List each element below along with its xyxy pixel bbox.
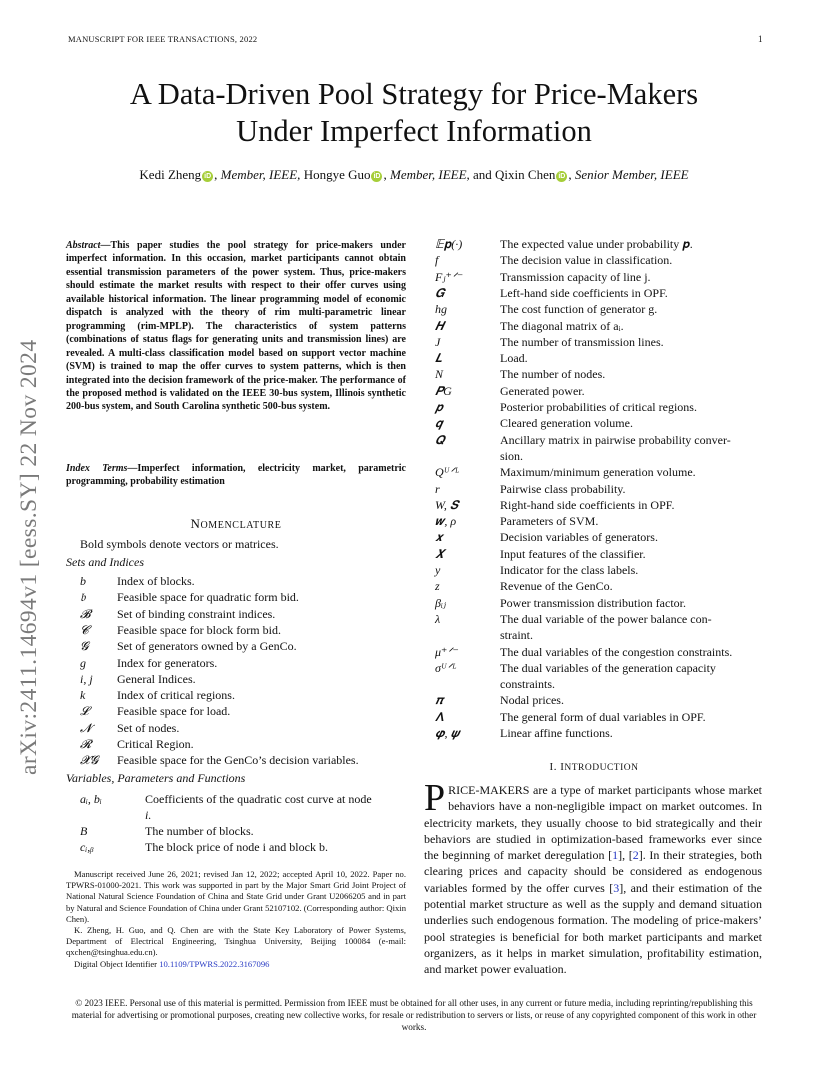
nomenclature-symbol: 𝓒 — [80, 622, 89, 637]
nomenclature-description: Set of generators owned by a GenCo. — [117, 639, 297, 654]
nomenclature-symbol: 𝚲 — [435, 709, 444, 724]
author-role: Member, IEEE, — [389, 167, 470, 182]
nomenclature-heading: NOMENCLATURE — [190, 516, 282, 531]
orcid-icon[interactable]: iD — [558, 173, 566, 180]
nomenclature-description: The dual variables of the generation capacity — [500, 660, 716, 675]
intro-text: ]. In their strategies, both clearing prices and capacity should be considered as endogenous variables formed by the offer curves [ — [424, 848, 762, 895]
nomenclature-description: The dual variable of the power balance con- — [500, 611, 712, 626]
nomenclature-description: Load. — [500, 351, 528, 366]
copyright-notice: © 2023 IEEE. Personal use of this material is permitted. Permission from IEEE must be obtained for all other uses, in any current or future media, including reprinting/republishing this material for advertising or promotional purposes, creating new collective works, for resale or redistribution to servers or lists, or reuse of any copyrighted component of this work in other works. — [71, 998, 757, 1032]
nomenclature-description: The general form of dual variables in OPF. — [500, 709, 706, 724]
nomenclature-description: Generated power. — [500, 383, 585, 398]
nomenclature-symbol: 𝓝 — [80, 720, 92, 735]
nomenclature-description: Index of critical regions. — [117, 688, 235, 703]
orcid-icon[interactable]: iD — [373, 173, 381, 180]
citation-link[interactable]: 2 — [632, 848, 639, 863]
author-name: Hongye Guo — [303, 167, 371, 182]
nomenclature-description: The expected value under probability 𝒑. — [500, 237, 693, 251]
nomenclature-symbol: 𝑷G — [435, 383, 452, 398]
nomenclature-symbol: r — [435, 481, 440, 496]
nomenclature-symbol: 𝑿 — [435, 546, 445, 561]
nomenclature-description: Feasible space for quadratic form bid. — [117, 590, 299, 605]
doi-link[interactable]: 10.1109/TPWRS.2022.3167096 — [159, 958, 270, 969]
nomenclature-description: Coefficients of the quadratic cost curve at node — [145, 792, 372, 806]
nomenclature-symbol: 𝑳 — [435, 351, 443, 366]
nomenclature-description: Cleared generation volume. — [500, 416, 633, 431]
nomenclature-intro: Bold symbols denote vectors or matrices. — [80, 537, 279, 551]
nomenclature-symbol: 𝒑 — [435, 400, 443, 414]
nomenclature-description: Feasible space for block form bid. — [117, 622, 281, 637]
nomenclature-symbol: cᵢ,ᵦ — [80, 840, 94, 854]
nomenclature-description: Revenue of the GenCo. — [500, 579, 613, 594]
author-name: Kedi Zheng — [139, 167, 202, 182]
title-line-2: Under Imperfect Information — [236, 114, 592, 148]
nomenclature-symbol: k — [80, 688, 86, 703]
nomenclature-description: The number of nodes. — [500, 367, 606, 382]
index-terms — [66, 462, 406, 489]
nomenclature-symbol: z — [435, 579, 440, 594]
nomenclature-description: Decision variables of generators. — [500, 530, 658, 545]
citation-link[interactable]: 3 — [613, 880, 620, 895]
nomenclature-symbol: μ⁺ᐟ⁻ — [435, 644, 459, 659]
drop-cap: P — [424, 777, 446, 819]
nomenclature-description: The dual variables of the congestion constraints. — [500, 644, 733, 659]
nomenclature-symbol: 𝒘, ρ — [435, 514, 457, 529]
title-line-1: A Data-Driven Pool Strategy for Price-Makers — [129, 77, 699, 111]
nomenclature-symbol: 𝒒 — [435, 416, 443, 431]
nomenclature-symbol: B — [80, 824, 88, 838]
nomenclature-description: Input features of the classifier. — [500, 546, 646, 561]
abstract-text: —This paper studies the pool strategy for price-makers under imperfect information. In this occasion, market participants cannot obtain essential transmission parameters of the power system. Thus, price-makers should estimate the market results with respect to their offer curves using available historical information. The linear programming model of economic dispatch is analyzed with the theory of rim multi-parametric linear programming (rim-MPLP). The characteristics of system patterns (combinations of status flags for generating units and transmission lines) are revealed. A multi-class classification model based on support vector machine (SVM) is trained to map the offer curves to system patterns, which is then integrated into the decision framework of the price-maker. The performance of the proposed method is validated on the IEEE 30-bus system, Illinois synthetic 200-bus system, and South Carolina synthetic 500-bus system. — [66, 240, 406, 413]
nomenclature-description: Transmission capacity of line j. — [500, 269, 651, 284]
nomenclature-description: The block price of node i and block b. — [145, 840, 328, 854]
footnote — [66, 869, 406, 970]
nomenclature-description: Indicator for the class labels. — [500, 563, 639, 577]
nomenclature-symbol: 𝔼𝐩(·) — [435, 237, 463, 251]
nomenclature-description: Critical Region. — [117, 737, 194, 751]
nomenclature-description: Feasible space for the GenCo’s decision variables. — [117, 753, 359, 768]
nomenclature-description: Linear affine functions. — [500, 726, 613, 740]
nomenclature-description: Posterior probabilities of critical regions. — [500, 400, 697, 414]
page-number: 1 — [758, 34, 763, 44]
index-terms-text: —Imperfect information, electricity market, parametric programming, probability estimation — [66, 463, 406, 488]
nomenclature-symbol: 𝔟 — [80, 590, 86, 605]
author-name: Qixin Chen — [495, 167, 556, 182]
nomenclature-description: Power transmission distribution factor. — [500, 595, 686, 610]
nomenclature-description-cont: straint. — [500, 628, 533, 643]
intro-text: are a type of market participants whose market behaviors have a non-negligible impact on market outcomes. In electricity markets, they usually choose to bid strategically and their behaviors are studied in optimization-based frameworks ever since the beginning of market deregulation [ — [424, 783, 762, 863]
nomenclature-description: Set of nodes. — [117, 720, 180, 735]
nomenclature-symbol: 𝝋, 𝝍 — [435, 726, 460, 740]
paper-title — [0, 76, 828, 150]
nomenclature-description: Set of binding constraint indices. — [117, 606, 276, 621]
nomenclature-symbol: σᵁᐟᴸ — [435, 660, 457, 675]
nomenclature-symbol: βᵢⱼ — [435, 595, 447, 610]
nomenclature-description: Index for generators. — [117, 655, 218, 670]
nomenclature-symbol: N — [435, 367, 444, 382]
introduction-paragraph — [424, 777, 762, 978]
nomenclature-description-cont: i. — [145, 808, 152, 822]
nomenclature-symbol: 𝓧𝓖 — [80, 753, 99, 768]
footnote-manuscript: Manuscript received June 26, 2021; revised Jan 12, 2022; accepted April 10, 2022. Paper no. TPWRS-01000-2021. This work was supported in part by the Major Smart Grid Joint Project of National Natural Science Foundation of China and State Grid under Grant U2066205 and in part by Natural and Science Foundation of China under Grant 52107102. (Corresponding author: Qixin Chen). — [66, 869, 406, 924]
nomenclature-description-cont: constraints. — [500, 677, 555, 692]
nomenclature-description: General Indices. — [117, 671, 196, 686]
nomenclature-symbol: 𝓖 — [80, 639, 89, 654]
author-conjunction: and — [473, 167, 492, 182]
nomenclature-description: The diagonal matrix of aᵢ. — [500, 318, 624, 333]
nomenclature-symbol: f — [435, 253, 439, 268]
nomenclature-symbol: λ — [435, 611, 441, 626]
footnote-affiliation: K. Zheng, H. Guo, and Q. Chen are with the State Key Laboratory of Power Systems, Department of Electrical Engineering, Tsinghua University, Beijing 100084 (e-mail: qxchen@tsinghua.edu.cn). — [66, 925, 406, 958]
abstract — [66, 239, 406, 414]
author-list: Kedi Zheng iD , Member, IEEE, Hongye Guo iD , Member, IEEE, and Qixin Chen iD , Senior Member, IEEE — [139, 167, 689, 182]
nomenclature-description: Feasible space for load. — [117, 704, 231, 719]
section-heading-introduction: I. INTRODUCTION — [549, 761, 639, 773]
variables-heading: Variables, Parameters and Functions — [66, 771, 246, 785]
first-word: RICE-MAKERS — [448, 783, 530, 797]
nomenclature-symbol: J — [435, 334, 441, 349]
nomenclature-symbol: g — [80, 655, 86, 670]
nomenclature-description: The cost function of generator g. — [500, 302, 658, 317]
nomenclature-description-cont: sion. — [500, 448, 524, 463]
nomenclature-symbol: aᵢ, bᵢ — [80, 792, 102, 806]
citation-link[interactable]: 1 — [612, 848, 619, 863]
nomenclature-symbol: W, 𝑺 — [435, 497, 459, 512]
index-terms-label: Index Terms — [66, 463, 128, 474]
author-role: Member, IEEE, — [220, 167, 301, 182]
intro-text: ], [ — [618, 848, 633, 863]
nomenclature-description: Right-hand side coefficients in OPF. — [500, 497, 675, 512]
nomenclature-description: The number of transmission lines. — [500, 334, 664, 349]
nomenclature-description: Left-hand side coefficients in OPF. — [500, 285, 668, 300]
nomenclature-description: Pairwise class probability. — [500, 481, 626, 496]
nomenclature-symbol: Fⱼ⁺ᐟ⁻ — [435, 269, 464, 284]
orcid-icon[interactable]: iD — [204, 173, 212, 180]
nomenclature-symbol: Qᵁᐟᴸ — [435, 465, 460, 480]
nomenclature-symbol: i, j — [80, 671, 93, 686]
doi-label: Digital Object Identifier — [74, 958, 160, 969]
nomenclature-description: Index of blocks. — [117, 574, 195, 588]
nomenclature-description: Ancillary matrix in pairwise probability conver- — [500, 432, 731, 447]
nomenclature-symbol: 𝓡 — [80, 737, 92, 751]
nomenclature-symbol: hg — [435, 302, 447, 317]
nomenclature-symbol: y — [435, 563, 441, 577]
intro-text: ], and their estimation of the potential market structure as well as the supply and demand situation underlies such endogenous formation. The modeling of price-makers’ pool strategies is beneficial for both market participants and market organizers, as it helps in market simulation, profitability estimation, and market power evaluation. — [424, 880, 762, 977]
nomenclature-symbol: 𝝅 — [435, 693, 443, 708]
nomenclature-description: Parameters of SVM. — [500, 514, 599, 529]
abstract-label: Abstract — [66, 240, 101, 251]
arxiv-identifier: arXiv:2411.14694v1 [eess.SY] 22 Nov 2024 — [16, 339, 42, 775]
running-header: MANUSCRIPT FOR IEEE TRANSACTIONS, 2022 — [68, 34, 258, 44]
nomenclature-symbol: b — [80, 574, 86, 588]
nomenclature-description: The number of blocks. — [145, 824, 254, 838]
nomenclature-symbol: 𝑯 — [435, 318, 444, 333]
nomenclature-symbol: 𝒙 — [435, 530, 443, 545]
nomenclature-description: The decision value in classification. — [500, 253, 673, 268]
nomenclature-symbol: 𝓛 — [80, 704, 89, 719]
nomenclature-symbol: 𝑸 — [435, 432, 445, 447]
nomenclature-description: Nodal prices. — [500, 693, 564, 708]
nomenclature-symbol: 𝑮 — [435, 285, 445, 300]
footnote-doi — [66, 959, 406, 970]
nomenclature-description: Maximum/minimum generation volume. — [500, 465, 696, 480]
author-role: Senior Member, IEEE — [574, 167, 689, 182]
nomenclature-symbol: 𝓑 — [80, 606, 91, 621]
sets-heading: Sets and Indices — [66, 555, 144, 569]
